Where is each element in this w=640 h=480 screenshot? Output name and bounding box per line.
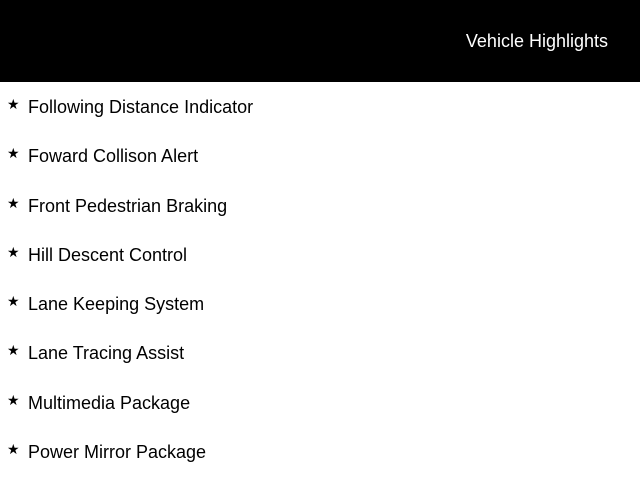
star-icon: ★ [7,391,20,408]
feature-label: Foward Collison Alert [28,146,199,167]
list-item [0,82,640,131]
list-item [0,328,640,377]
page-title: Vehicle Highlights [465,31,608,51]
star-icon: ★ [7,243,20,260]
feature-label: Following Distance Indicator [28,97,254,117]
star-icon: ★ [7,342,20,359]
star-icon: ★ [7,194,20,211]
feature-label: Multimedia Package [28,392,191,413]
star-icon: ★ [7,145,20,162]
star-icon: ★ [7,96,20,112]
list-item [0,378,640,427]
feature-list [0,82,640,476]
feature-label: Power Mirror Package [28,442,207,463]
feature-label: Lane Tracing Assist [28,343,185,364]
header-bar [0,0,640,82]
list-item [0,427,640,476]
star-icon: ★ [7,441,20,458]
feature-label: Lane Keeping System [28,294,205,315]
list-item [0,279,640,328]
star-icon: ★ [7,293,20,310]
list-item [0,131,640,180]
feature-label: Front Pedestrian Braking [28,195,228,216]
feature-label: Hill Descent Control [28,244,188,265]
list-item [0,181,640,230]
list-item [0,230,640,279]
